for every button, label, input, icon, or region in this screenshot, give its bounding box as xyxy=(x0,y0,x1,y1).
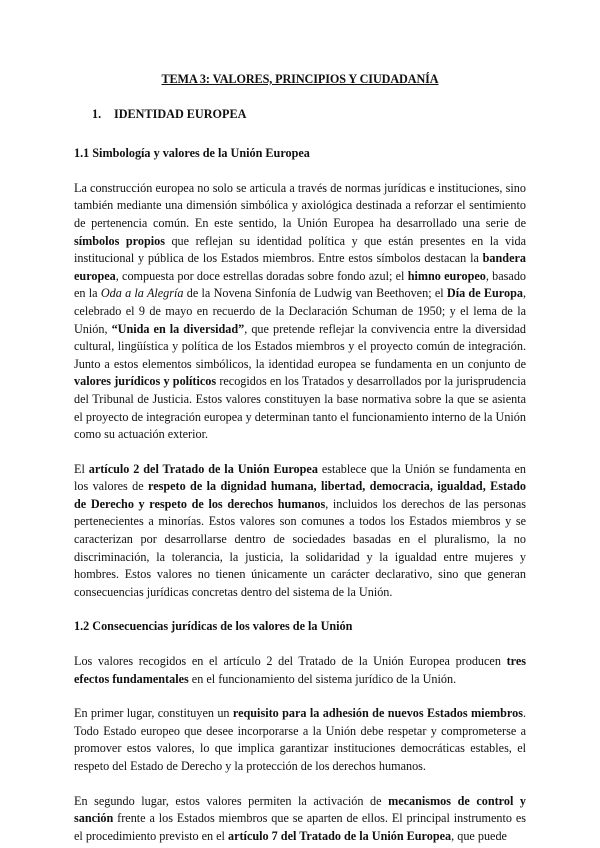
text-run: recogidos en los Tratados y desarrollados por la jurisprudencia del Tribunal de Justicia. Estos valores constituyen la base normativa sobre la que se asienta el proyecto de integración europea y determinan tanto el funcionamiento interno de la Unión como su actuación exterior. xyxy=(74,374,526,442)
text-run: frente a los Estados miembros que se aparten de ellos. El principal instrumento es el procedimiento previsto en el xyxy=(74,811,526,843)
subsection-heading-1-1: 1.1 Simbología y valores de la Unión Europea xyxy=(74,146,310,161)
paragraph-accession-requirement xyxy=(74,705,526,775)
paragraph-article-2 xyxy=(74,461,526,602)
bold-run: bandera europea xyxy=(74,251,526,283)
paragraph-three-effects xyxy=(74,653,526,688)
text-run: de la Novena Sinfonía de Ludwig van Beethoven; el xyxy=(183,286,447,301)
text-run: , que puede xyxy=(451,828,507,843)
text-run: . Todo Estado europeo que desee incorporarse a la Unión debe respetar y comprometerse a promover estos valores, lo que implica garantizar instituciones democráticas estables, el respeto del Estado de Derecho y la protección de los derechos humanos. xyxy=(74,706,526,773)
bold-run: requisito para la adhesión de nuevos Estados miembros xyxy=(232,706,523,721)
paragraph-control-mechanisms xyxy=(74,793,526,846)
text-run: En primer lugar, constituyen un xyxy=(74,706,233,721)
text-run: , celebrado el 9 de mayo en recuerdo de la Declaración Schuman de 1950; y el lema de la Unión, xyxy=(74,286,526,336)
text-run: que reflejan su identidad política y que están presentes en la vida institucional y pública de los Estados miembros. Entre estos símbolos destacan la xyxy=(74,233,526,266)
text-run: En segundo lugar, estos valores permiten la activación de xyxy=(74,793,389,808)
section-heading xyxy=(92,106,526,124)
bold-run: artículo 2 del Tratado de la Unión Europea xyxy=(88,461,318,476)
subsection-heading-1-2: 1.2 Consecuencias jurídicas de los valores de la Unión xyxy=(74,619,353,634)
text-run: Los valores recogidos en el artículo 2 del Tratado de la Unión Europea producen xyxy=(74,654,507,669)
bold-run: tres efectos fundamentales xyxy=(74,654,526,686)
bold-run: artículo 7 del Tratado de la Unión Europea xyxy=(228,828,452,843)
bold-run: himno europeo xyxy=(407,268,486,283)
document-title: TEMA 3: VALORES, PRINCIPIOS Y CIUDADANÍA xyxy=(161,72,439,86)
text-run: , incluidos los derechos de las personas pertenecientes a minorías. Estos valores son comunes a todos los Estados miembros y se caracterizan por desarrollarse dentro de sociedades basadas en el pluralismo, la no discriminación, la tolerancia, la justicia, la solidaridad y la igualdad entre mujeres y hombres. Estos valores no tienen únicamente un carácter declarativo, sino que generan consecuencias jurídicas concretas dentro del sistema de la Unión. xyxy=(74,496,526,599)
text-run: El xyxy=(74,461,89,476)
bold-run: “Unida en la diversidad” xyxy=(111,321,245,336)
section-title: IDENTIDAD EUROPEA xyxy=(114,106,247,121)
text-run: , que pretende reflejar la convivencia entre la diversidad cultural, lingüística y política de los Estados miembros y el proyecto común de integración. Junto a estos elementos simbólicos, la identidad europea se fundamenta en un conjunto de xyxy=(74,321,526,371)
bold-run: Día de Europa xyxy=(446,286,523,301)
text-run: , compuesta por doce estrellas doradas sobre fondo azul; el xyxy=(115,268,408,283)
text-run: establece que la Unión se fundamenta en los valores de xyxy=(74,461,526,494)
bold-run: símbolos propios xyxy=(74,233,165,248)
bold-run: respeto de la dignidad humana, libertad, democracia, igualdad, Estado de Derecho y respeto de los derechos humanos xyxy=(74,479,527,511)
paragraph-symbols xyxy=(74,180,526,444)
bold-run: valores jurídicos y políticos xyxy=(74,374,217,389)
text-run: , basado en la xyxy=(74,268,527,301)
section-number: 1. xyxy=(92,106,102,121)
italic-run: Oda a la Alegría xyxy=(100,286,184,301)
text-run: en el funcionamiento del sistema jurídico de la Unión. xyxy=(188,671,457,686)
text-run: La construcción europea no solo se articula a través de normas jurídicas e instituciones, sino también mediante una dimensión simbólica y axiológica destinada a reforzar el sentimiento de pertenencia común. En este sentido, la Unión Europea ha desarrollado una serie de xyxy=(74,180,526,230)
bold-run: mecanismos de control y sanción xyxy=(74,793,526,826)
